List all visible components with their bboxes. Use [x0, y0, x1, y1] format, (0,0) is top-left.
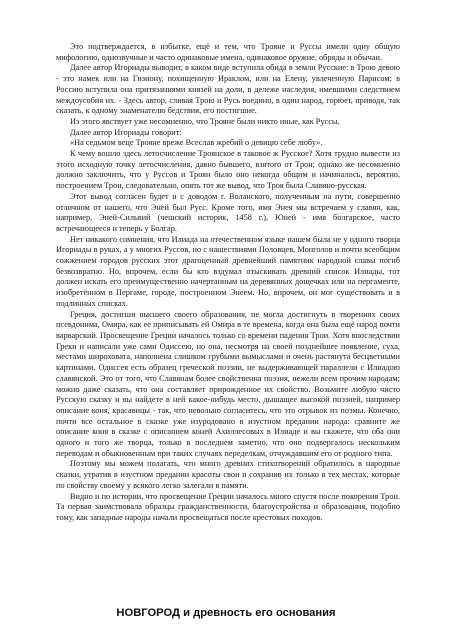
paragraph: Далее автор Игориады выводит, в каком виде вступила обида в земли Русские: в Трою девою - это намек или на Гизиону, похищенную Ираклом, или на Елену, увлеченную Парисом; в Россию вступила она притязаниями князей на доли, в дележе наследия, имевшими следствием междоусобия их. - Здесь автор, сливая Трою и Русь воедино, в один народ, горюет, приводя, так сказать, к одному знаменателю бедствия, его постигшие.: [56, 63, 400, 116]
paragraph: Видно и по истории, что просвещение Греции началось много спустя после покорения Трои. Та первая заимствовала образцы гражданственности, благоустройства и образования, подобно тому, как западные народы начали просвещаться после крестовых походов.: [56, 491, 400, 522]
paragraph: Нет никакого сомнения, что Илиада на отечественном языке нашем была не у одного творца Игориады в руках, а у многих Руссов, но с нашествиями Половцев, Монголов и почти всеобщим сожжением городов русских этот драгоценный древнейший памятник народной славы погиб безвозвратно. Но, впрочем, если бы кто вздумал отыскивать древний список Илиады, тот должен искать его преимущественно начертанным на деревянных дощечках или на пергаменте, изобретённом в Пергаме, городе, построенном Энеем. Но, впрочем, он мог существовать и в подлинных списках.: [56, 234, 400, 308]
paragraph: К чему вошло здесь летосчисление Троянское в таковое ж Русское? Хотя трудно вывести из этого исходную точку летосчисления, давно бывшего, взятого от Трои; однако же несомненно должно заключить, что у Руссов и Троян было оно некогда общим и начиналось, вероятно, построением Трои, следовательно, опять тот же вывод, что Троя была Славяно-русская.: [56, 149, 400, 191]
paragraph: Далее автор Игориады говорит:: [70, 127, 182, 137]
paragraph: Греция, достигши высшего своего образования, не могла достигнуть в творениях своих псевдонима, Омира, как ее приписывать ей Омира в те времена, когда она была ещё народ почти варварский. Просвещение Греции началось только со времени падения Трои. Хотя впоследствии Греки и написали уже сами Одиссею, но она, несмотря на своей позднейшее появление, суха, местами широховата, наполнена слишком грубыми вымыслами и очень растянута бесцветными картинами. Одиссея есть образец греческой поэзии, не выдерживающей параллели с Илиадою славянской. Это от того, что Славянам более свойственна поэзия, нежели всем прочим народам; можно даже сказать, что она составляет прирожденное их свойство. Возьмите любую чисто Русскую сказку и вы найдете в ней какое-нибудь место, дышащее высокой поэзией, например описание коня, красавицы - так, что невольно согласитесь, что это отрывок из поэмы. Конечно, почти все остальное в сказке уже изуродовано в изустном предании народа: сравните же описание коня в сказке с описанием коней Ахиллесовых в Илиаде и вы скажете, что оба они одного и того же творца, только в последнем заметно, что оно подвергалось нескольким переводам и обыкновенным при таких случаях переделкам, отчуждавшим его от родного типа.: [56, 309, 400, 458]
paragraph: Это подтверждается, в избытке, ещё и тем, что Трояне и Руссы имели одну общую мифологию, однозвучные и часто одинаковые имена, одинаковое оружие, обряды и обычаи.: [56, 42, 400, 62]
paragraph: Из этого явствует уже несомненно, что Трояне были никто иные, как Руссы.: [70, 116, 340, 126]
document-body: [56, 42, 400, 524]
section-heading: НОВГОРОД и древность его основания: [116, 607, 336, 619]
quote-paragraph: «На седьмом веце Трояне вреже Всеслав жребий о девицю себе любу».: [70, 138, 323, 148]
paragraph: Этот вывод согласен будет и с доводом г. Воланского, полученным на пути, совершенно отличном от нашего, что Эней был Русс. Кроме того, имя Энея мы встречаем у славян, как, например, Эней-Сильвий (чешский историк, 1458 г.), Юней - имя болгарское, часто встречающееся и теперь у Болгар.: [56, 191, 400, 233]
paragraph: Поэтому мы можем полагать, что много древних стихотворений обратилось в народные сказки, утратив в изустном предании красоты свои и сохранив их только в тех местах, которые по свойству своему у всякого легко залегали в памяти.: [56, 459, 400, 490]
